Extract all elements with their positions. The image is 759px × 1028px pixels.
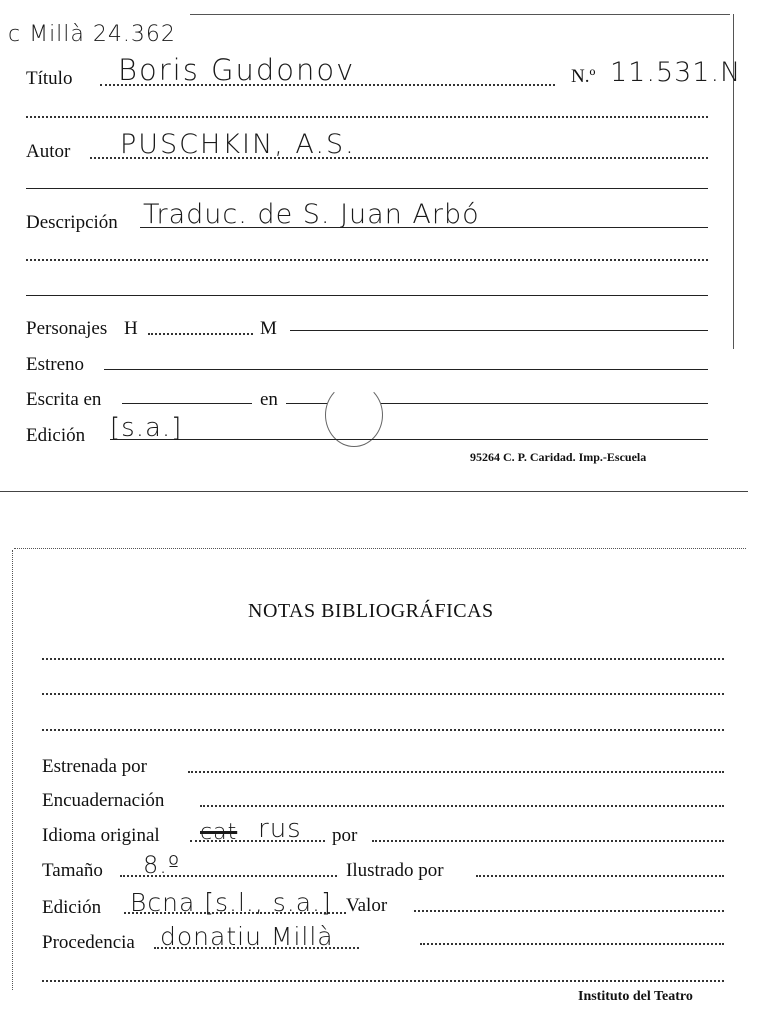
escrita-label: Escrita en (26, 389, 102, 410)
edicion-line (110, 439, 708, 440)
notas-bottom-line (42, 980, 724, 982)
tamano-label: Tamaño (42, 860, 103, 881)
card1-bottom-border (0, 491, 748, 492)
idioma-por-line (372, 840, 724, 842)
m-line (290, 330, 708, 331)
procedencia-value: donatiu Millà (160, 922, 334, 951)
autor-value: PUSCHKIN, A.S. (120, 129, 356, 160)
card2-top-border (14, 548, 746, 549)
titulo-line-2 (26, 116, 708, 118)
card2-left-border (12, 550, 13, 990)
estrenada-line (188, 771, 724, 773)
escrita-line (122, 403, 252, 404)
descripcion-label: Descripción (26, 212, 118, 233)
notas-heading: NOTAS BIBLIOGRÁFICAS (248, 600, 494, 622)
estrenada-label: Estrenada por (42, 756, 147, 777)
notas-line-1 (42, 658, 724, 660)
numero-label: N.º (571, 66, 596, 87)
idioma-label: Idioma original (42, 825, 160, 846)
top-handwritten-note: c Millà 24.362 (8, 22, 176, 47)
procedencia-line-2 (420, 943, 724, 945)
descripcion-line-3 (26, 295, 708, 296)
card1-top-border (190, 14, 730, 15)
ilustrado-line (476, 875, 724, 877)
titulo-label: Título (26, 68, 73, 89)
card1-printer-footer: 95264 C. P. Caridad. Imp.-Escuela (470, 450, 647, 464)
valor-label: Valor (346, 895, 388, 916)
h-line (148, 333, 253, 335)
edicion2-label: Edición (42, 897, 102, 918)
idioma-struck-value: cat (200, 820, 238, 845)
numero-value: 11.531.N (610, 57, 742, 88)
descripcion-value: Traduc. de S. Juan Arbó (143, 199, 480, 230)
ilustrado-label: Ilustrado por (346, 860, 444, 881)
autor-label: Autor (26, 141, 71, 162)
edicion-value: [s.a.] (110, 413, 183, 443)
edicion2-value: Bcna [s.l., s.a.] (130, 888, 332, 917)
procedencia-label: Procedencia (42, 932, 135, 953)
valor-line (414, 910, 724, 912)
notas-line-3 (42, 729, 724, 731)
edicion-label: Edición (26, 425, 86, 446)
descripcion-line-2 (26, 259, 708, 261)
personajes-label: Personajes (26, 318, 108, 339)
idioma-por-label: por (332, 825, 358, 846)
estreno-line (104, 369, 708, 370)
card2-institution-footer: Instituto del Teatro (578, 989, 693, 1004)
en-label: en (260, 389, 278, 410)
punch-hole (325, 383, 383, 447)
encuadernacion-label: Encuadernación (42, 790, 165, 811)
notas-line-2 (42, 693, 724, 695)
h-label: H (124, 318, 138, 339)
tamano-value: 8.º (143, 851, 181, 879)
estreno-label: Estreno (26, 354, 85, 375)
titulo-value: Boris Gudonov (118, 53, 356, 87)
encuadernacion-line (200, 805, 724, 807)
idioma-value: rus (258, 814, 302, 844)
autor-line-2 (26, 188, 708, 189)
m-label: M (260, 318, 277, 339)
